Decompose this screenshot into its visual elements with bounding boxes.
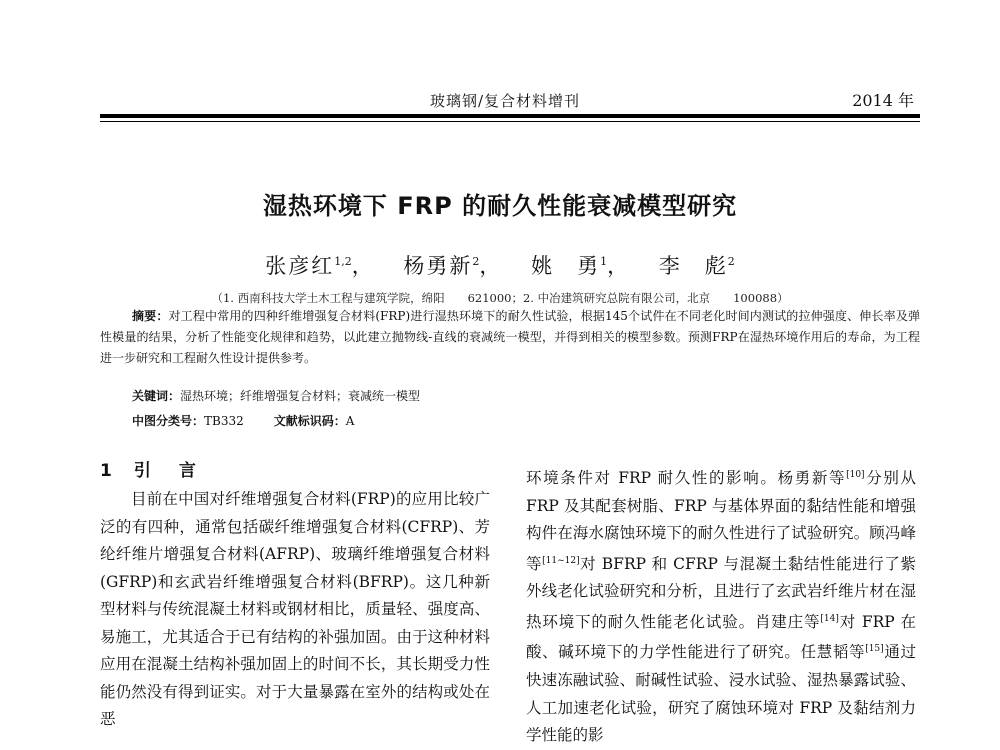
body-text: 对 BFRP 和 CFRP 与混凝土黏结性能进行了紫外线老化试验研究和分析，且进行了玄武岩纤维片材在湿热环境下的耐久性能老化试验。肖建庄等 (526, 554, 916, 631)
author-name: 杨勇新 (403, 254, 473, 278)
journal-name: 玻璃钢/复合材料增刊 (430, 92, 581, 110)
author-list: 张彦红$^{1,2}$， 杨勇新$^2$， 姚 勇$^1$， 李 彪$^2$ (265, 254, 735, 278)
section-title-char: 言 (178, 461, 196, 481)
clc-value: TB332 (204, 414, 244, 428)
author-affiliation-mark: 2 (727, 255, 735, 268)
section-title-char: 引 (133, 461, 151, 481)
body-text: 通过快速冻融试验、耐碱性试验、浸水试验、湿热暴露试验、人工加速老化试验，研究了腐蚀环境对 FRP 及黏结剂力学性能的影 (526, 643, 916, 745)
author-name: 张彦红 (265, 254, 335, 278)
author-affiliation-mark: 1,2 (334, 255, 352, 268)
body-text: 环境条件对 FRP 耐久性的影响。杨勇新等 (526, 469, 847, 488)
citation: [10] (846, 470, 865, 480)
body-text: 对 FRP 在酸、碱环境下的力学性能进行了研究。任慧韬等 (526, 612, 916, 662)
right-column (526, 462, 916, 750)
paper-title: 湿热环境下 FRP 的耐久性能衰减模型研究 (262, 192, 738, 220)
citation: [11~12] (542, 555, 580, 566)
citation: [14] (820, 613, 839, 624)
doc-code-value: A (345, 414, 355, 428)
author-affiliation-mark: 1 (600, 255, 608, 268)
abstract-label: 摘要： (132, 309, 169, 323)
abstract-text: 对工程中常用的四种纤维增强复合材料(FRP)进行湿热环境下的耐久性试验，根据145个试件在不同老化时间内测试的拉伸强度、伸长率及弹性模量的结果，分析了性能变化规律和趋势，以此建立抛物线-直线的衰减统一模型，并得到相关的模型参数。预测FRP在湿热环境作用后的寿命，为工程进一步研究和工程耐久性设计提供参考。 (100, 309, 920, 365)
citation: [15] (865, 644, 884, 655)
section-number: 1 (100, 461, 112, 481)
intro-paragraph: 目前在中国对纤维增强复合材料(FRP)的应用比较广泛的有四种，通常包括碳纤维增强复合材料(CFRP)、芳纶纤维片增强复合材料(AFRP)、玻璃纤维增强复合材料(GFRP)和玄武岩纤维增强复合材料(BFRP)。这几种新型材料与传统混凝土材料或钢材相比，质量轻、强度高、易施工，尤其适合于已有结构的补强加固。由于这种材料应用在混凝土结构补强加固上的时间不长，其长期受力性能仍然没有得到证实。对于大量暴露在室外的结构或处在恶 (100, 490, 490, 728)
clc-label: 中图分类号： (132, 414, 205, 428)
affiliations: （1. 西南科技大学土木工程与建筑学院，绵阳 621000；2. 中冶建筑研究总院有限公司，北京 100088） (211, 291, 789, 305)
abstract (100, 306, 920, 369)
header-rule-thick (100, 114, 920, 118)
classification-line (132, 412, 354, 429)
header-rule-thin (100, 121, 920, 122)
body-text: 分别从 FRP 及其配套树脂、FRP 与基体界面的黏结性能和增强构件在海水腐蚀环境下的耐久性进行了试验研究。顾冯峰等 (526, 469, 916, 573)
author-name: 李 彪 (658, 254, 728, 278)
author-affiliation-mark: 2 (472, 255, 480, 268)
doc-code-label: 文献标识码： (273, 414, 346, 428)
section-heading (100, 458, 490, 486)
keywords (132, 387, 420, 404)
right-column-paragraph (526, 462, 916, 750)
left-column (100, 458, 490, 734)
author-name: 姚 勇 (531, 254, 601, 278)
keywords-text: 湿热环境；纤维增强复合材料；衰减统一模型 (180, 389, 421, 403)
journal-year: 2014 年 (852, 91, 914, 110)
running-header (100, 78, 920, 118)
keywords-label: 关键词： (132, 389, 181, 403)
